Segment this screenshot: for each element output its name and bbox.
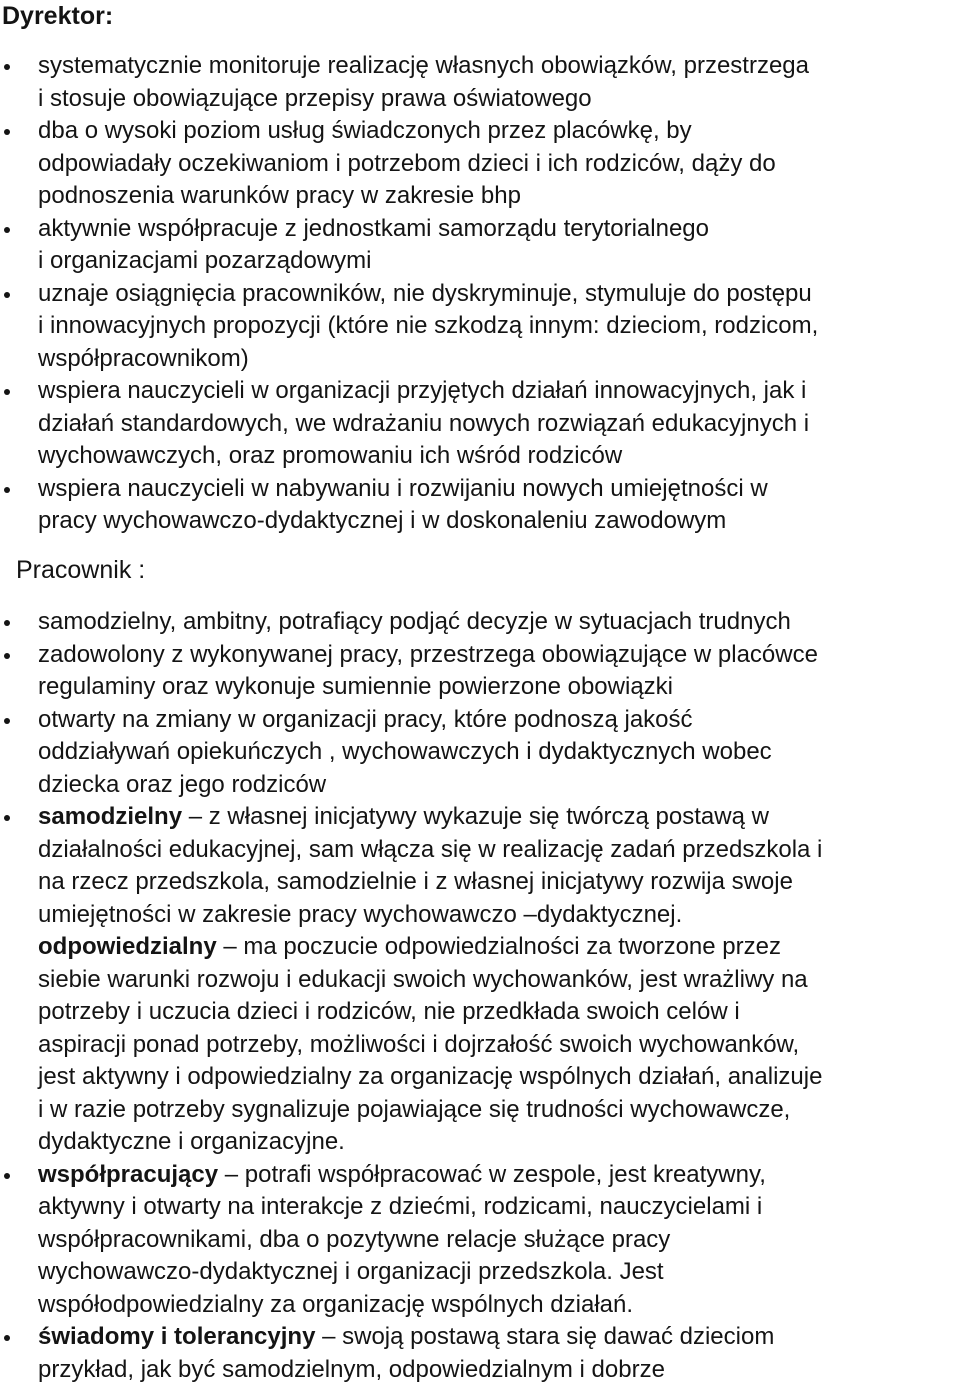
bullet-icon	[4, 227, 10, 233]
lead-term: świadomy i tolerancyjny	[38, 1323, 316, 1350]
list-item	[0, 375, 960, 473]
list-item	[0, 639, 960, 704]
bullet-icon	[4, 64, 10, 70]
bullet-icon	[4, 653, 10, 659]
employee-list	[0, 606, 960, 1384]
bullet-icon	[4, 389, 10, 395]
lead-term: samodzielny	[38, 803, 183, 830]
line: jest aktywny i odpowiedzialny za organizację wspólnych działań, analizuje	[38, 1063, 823, 1090]
line: aktywnie współpracuje z jednostkami samorządu terytorialnego	[38, 214, 709, 242]
line: zadowolony z wykonywanej pracy, przestrzega obowiązujące w placówce	[38, 640, 818, 668]
bullet-icon	[4, 718, 10, 724]
lead-rest: – swoją postawą stara się dawać dzieciom	[315, 1323, 775, 1350]
line: wspiera nauczycieli w nabywaniu i rozwijaniu nowych umiejętności w	[38, 474, 768, 502]
list-item	[0, 278, 960, 376]
heading-dyrektor: Dyrektor:	[2, 2, 114, 30]
line: wychowawczo-dydaktycznej i organizacji przedszkola. Jest	[38, 1258, 664, 1285]
line: dziecka oraz jego rodziców	[38, 770, 327, 798]
bullet-icon	[4, 129, 10, 135]
line: umiejętności w zakresie pracy wychowawczo –dydaktycznej.	[38, 900, 683, 928]
line: współpracownikami, dba o pozytywne relacje służące pracy	[38, 1225, 671, 1253]
line: potrzeby i uczucia dzieci i rodziców, nie przedkłada swoich celów i	[38, 998, 740, 1025]
list-item	[0, 801, 960, 931]
line: siebie warunki rozwoju i edukacji swoich wychowanków, jest wrażliwy na	[38, 965, 808, 993]
line: uznaje osiągnięcia pracowników, nie dyskryminuje, stymuluje do postępu	[38, 279, 812, 307]
lead-term: współpracujący	[38, 1160, 219, 1188]
line: działalności edukacyjnej, sam włącza się w realizację zadań przedszkola i	[38, 835, 823, 863]
line: otwarty na zmiany w organizacji pracy, które podnoszą jakość	[38, 705, 693, 733]
line: aspiracji ponad potrzeby, możliwości i dojrzałość swoich wychowanków,	[38, 1030, 800, 1058]
bullet-icon	[4, 292, 10, 298]
list-item	[0, 1321, 960, 1384]
bullet-icon	[4, 487, 10, 493]
line: systematycznie monitoruje realizację własnych obowiązków, przestrzega	[38, 52, 809, 79]
line: oddziaływań opiekuńczych , wychowawczych i dydaktycznych wobec	[38, 738, 772, 765]
bullet-icon	[4, 1173, 10, 1179]
line: regulaminy oraz wykonuje sumiennie powierzone obowiązki	[38, 673, 673, 700]
line: pracy wychowawczo-dydaktycznej i w doskonaleniu zawodowym	[38, 507, 727, 534]
heading-pracownik: Pracownik :	[16, 556, 146, 584]
list-item	[0, 606, 960, 639]
line: i w razie potrzeby sygnalizuje pojawiające się trudności wychowawcze,	[38, 1095, 791, 1123]
line: i organizacjami pozarządowymi	[38, 247, 372, 274]
line: odpowiadały oczekiwaniom i potrzebom dzieci i ich rodziców, dąży do	[38, 149, 776, 177]
bullet-icon	[4, 815, 10, 821]
line: podnoszenia warunków pracy w zakresie bhp	[38, 182, 521, 209]
lead-term: odpowiedzialny	[38, 933, 217, 960]
lead-rest: – z własnej inicjatywy wykazuje się twórczą postawą w	[182, 803, 769, 830]
line	[38, 1321, 960, 1354]
line: samodzielny, ambitny, potrafiący podjąć decyzje w sytuacjach trudnych	[38, 608, 791, 635]
director-list	[0, 50, 960, 538]
line: współodpowiedzialny za organizację wspólnych działań.	[38, 1290, 634, 1318]
line: aktywny i otwarty na interakcje z dziećmi, rodzicami, nauczycielami i	[38, 1193, 763, 1220]
line: na rzecz przedszkola, samodzielnie i z własnej inicjatywy rozwija swoje	[38, 868, 793, 895]
bullet-icon	[4, 620, 10, 626]
line: współpracownikom)	[38, 344, 249, 372]
line	[38, 1159, 960, 1192]
lead-rest: – potrafi współpracować w zespole, jest kreatywny,	[218, 1160, 766, 1188]
list-item	[0, 931, 960, 1159]
list-item	[0, 50, 960, 115]
lead-rest: – ma poczucie odpowiedzialności za tworzone przez	[216, 933, 781, 960]
list-item	[0, 704, 960, 802]
line: działań standardowych, we wdrażaniu nowych rozwiązań edukacyjnych i	[38, 409, 810, 437]
line: wychowawczych, oraz promowaniu ich wśród rodziców	[38, 442, 623, 469]
line: i innowacyjnych propozycji (które nie szkodzą innym: dzieciom, rodzicom,	[38, 312, 819, 339]
line	[38, 801, 960, 834]
line: i stosuje obowiązujące przepisy prawa oświatowego	[38, 84, 592, 112]
list-item	[0, 115, 960, 213]
list-item	[0, 213, 960, 278]
line: dba o wysoki poziom usług świadczonych przez placówkę, by	[38, 117, 692, 144]
line: przykład, jak być samodzielnym, odpowiedzialnym i dobrze	[38, 1355, 665, 1383]
line	[38, 931, 960, 964]
line: wspiera nauczycieli w organizacji przyjętych działań innowacyjnych, jak i	[38, 377, 807, 404]
bullet-icon	[4, 1335, 10, 1341]
list-item	[0, 473, 960, 538]
list-item	[0, 1159, 960, 1322]
line: dydaktyczne i organizacyjne.	[38, 1128, 345, 1155]
